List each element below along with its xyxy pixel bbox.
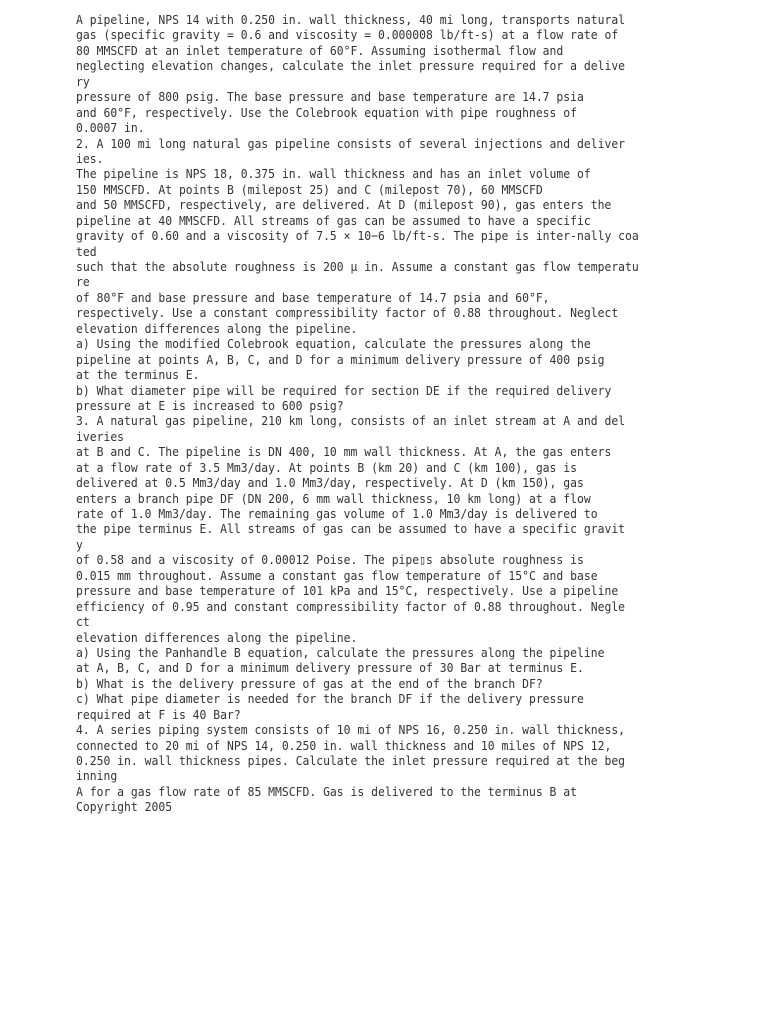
text-line: Copyright 2005 xyxy=(76,799,173,815)
text-line: efficiency of 0.95 and constant compressibility factor of 0.88 throughout. Negle xyxy=(76,598,626,614)
text-line: b) What is the delivery pressure of gas at the end of the branch DF? xyxy=(76,675,543,691)
text-line: a) Using the modified Colebrook equation, calculate the pressures along the xyxy=(76,336,591,352)
text-line: iveries xyxy=(76,428,125,444)
text-line: neglecting elevation changes, calculate the inlet pressure required for a delive xyxy=(76,58,626,74)
text-line: 2. A 100 mi long natural gas pipeline consists of several injections and deliver xyxy=(76,135,626,151)
text-line: 80 MMSCFD at an inlet temperature of 60°F. Assuming isothermal flow and xyxy=(76,42,564,58)
text-line: ct xyxy=(76,614,90,630)
text-line: rate of 1.0 Mm3/day. The remaining gas volume of 1.0 Mm3/day is delivered to xyxy=(76,506,598,521)
text-line: pressure at E is increased to 600 psig? xyxy=(76,397,344,413)
text-line: c) What pipe diameter is needed for the branch DF if the delivery pressure xyxy=(76,691,584,707)
text-line: 3. A natural gas pipeline, 210 km long, consists of an inlet stream at A and del xyxy=(76,413,626,429)
text-line: at A, B, C, and D for a minimum delivery pressure of 30 Bar at terminus E. xyxy=(76,660,584,676)
text-line: of 0.58 and a viscosity of 0.00012 Poise. The pipe▯s absolute roughness is xyxy=(76,552,584,568)
text-line: b) What diameter pipe will be required for section DE if the required delivery xyxy=(76,382,612,398)
text-line: gravity of 0.60 and a viscosity of 7.5 × 10−6 lb/ft-s. The pipe is inter-nally coa xyxy=(76,228,639,244)
text-line: at a flow rate of 3.5 Mm3/day. At points B (km 20) and C (km 100), gas is xyxy=(76,459,578,475)
text-line: pressure of 800 psig. The base pressure and base temperature are 14.7 psia xyxy=(76,89,584,105)
text-line: 0.015 mm throughout. Assume a constant gas flow temperature of 15°C and base xyxy=(76,567,598,583)
text-line: the pipe terminus E. All streams of gas can be assumed to have a specific gravit xyxy=(76,521,626,537)
text-line: 4. A series piping system consists of 10 mi of NPS 16, 0.250 in. wall thickness, xyxy=(76,722,626,738)
text-line: 150 MMSCFD. At points B (milepost 25) and C (milepost 70), 60 MMSCFD xyxy=(76,181,543,197)
text-line: pipeline at points A, B, C, and D for a minimum delivery pressure of 400 psig xyxy=(76,351,605,367)
text-line: pressure and base temperature of 101 kPa and 15°C, respectively. Use a pipeline xyxy=(76,583,619,599)
text-line: A pipeline, NPS 14 with 0.250 in. wall thickness, 40 mi long, transports natural xyxy=(76,12,626,27)
text-line: ies. xyxy=(76,150,104,166)
text-line: at the terminus E. xyxy=(76,367,200,383)
document-page xyxy=(76,12,756,815)
text-line: and 60°F, respectively. Use the Colebrook equation with pipe roughness of xyxy=(76,104,578,120)
text-line: A for a gas flow rate of 85 MMSCFD. Gas is delivered to the terminus B at xyxy=(76,783,578,799)
text-line: ted xyxy=(76,243,97,259)
text-line: and 50 MMSCFD, respectively, are delivered. At D (milepost 90), gas enters the xyxy=(76,197,612,213)
text-line: required at F is 40 Bar? xyxy=(76,706,241,722)
text-line: ry xyxy=(76,73,90,89)
text-line: delivered at 0.5 Mm3/day and 1.0 Mm3/day, respectively. At D (km 150), gas xyxy=(76,475,584,491)
text-line: of 80°F and base pressure and base temperature of 14.7 psia and 60°F, xyxy=(76,289,550,305)
text-line: respectively. Use a constant compressibility factor of 0.88 throughout. Neglect xyxy=(76,305,619,321)
text-line: pipeline at 40 MMSCFD. All streams of gas can be assumed to have a specific xyxy=(76,212,591,228)
text-line: a) Using the Panhandle B equation, calculate the pressures along the pipeline xyxy=(76,644,605,660)
text-line: The pipeline is NPS 18, 0.375 in. wall thickness and has an inlet volume of xyxy=(76,166,591,182)
text-line: y xyxy=(76,536,83,552)
text-line: at B and C. The pipeline is DN 400, 10 mm wall thickness. At A, the gas enters xyxy=(76,444,612,460)
text-line: elevation differences along the pipeline. xyxy=(76,320,358,336)
text-line: enters a branch pipe DF (DN 200, 6 mm wall thickness, 10 km long) at a flow xyxy=(76,490,591,506)
text-line: re xyxy=(76,274,90,290)
text-line: inning xyxy=(76,768,118,784)
text-line: such that the absolute roughness is 200 μ in. Assume a constant gas flow temperatu xyxy=(76,259,639,274)
text-line: gas (specific gravity = 0.6 and viscosity = 0.000008 lb/ft-s) at a flow rate of xyxy=(76,27,619,43)
text-line: 0.250 in. wall thickness pipes. Calculate the inlet pressure required at the beg xyxy=(76,753,626,768)
text-line: elevation differences along the pipeline. xyxy=(76,629,358,645)
text-line: connected to 20 mi of NPS 14, 0.250 in. wall thickness and 10 miles of NPS 12, xyxy=(76,737,612,753)
text-line: 0.0007 in. xyxy=(76,120,145,136)
